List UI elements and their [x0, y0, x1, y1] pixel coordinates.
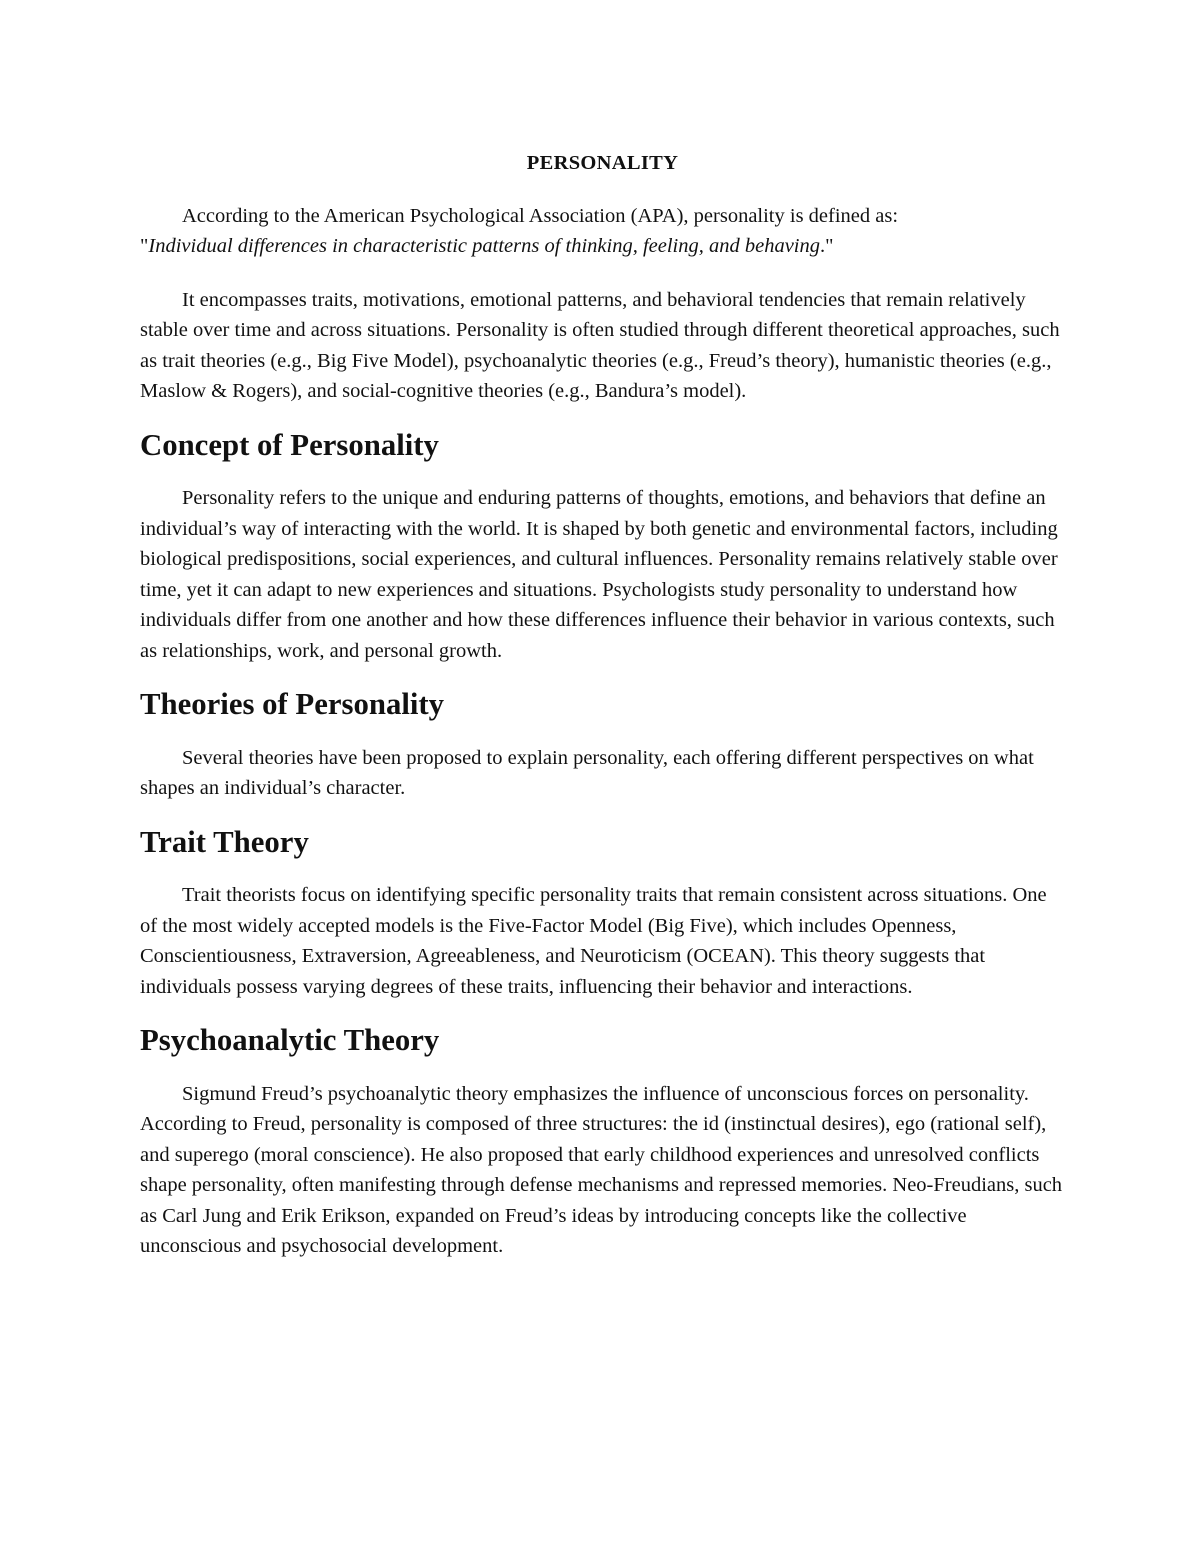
section-text-concept: Personality refers to the unique and enduring patterns of thoughts, emotions, and behaviors that define an individual’s way of interacting with the world. It is shaped by both genetic and environmental factors, including biological predispositions, social experiences, and cultural influences. Personality remains relatively stable over time, yet it can adapt to new experiences and situations. Psychologists study personality to understand how individuals differ from one another and how these differences influence their behavior in various contexts, such as relationships, work, and personal growth. — [140, 487, 1058, 662]
apa-definition-quote-line — [140, 231, 1065, 262]
section-text-psychoanalytic-theory: Sigmund Freud’s psychoanalytic theory emphasizes the influence of unconscious forces on personality. According to Freud, personality is composed of three structures: the id (instinctual desires), ego (rational self), and superego (moral conscience). He also proposed that early childhood experiences and unresolved conflicts shape personality, often manifesting through defense mechanisms and repressed memories. Neo-Freudians, such as Carl Jung and Erik Erikson, expanded on Freud’s ideas by introducing concepts like the collective unconscious and psychosocial development. — [140, 1082, 1063, 1257]
section-heading-concept: Concept of Personality — [140, 427, 439, 462]
quote-close-mark: ." — [820, 235, 834, 257]
section-text-theories: Several theories have been proposed to explain personality, each offering different perspectives on what shapes an individual’s character. — [140, 746, 1034, 799]
section-heading-psychoanalytic-theory: Psychoanalytic Theory — [140, 1023, 440, 1057]
section-text-trait-theory: Trait theorists focus on identifying specific personality traits that remain consistent across situations. One of the most widely accepted models is the Five-Factor Model (Big Five), which includes Openness, Conscientiousness, Extraversion, Agreeableness, and Neuroticism (OCEAN). This theory suggests that individuals possess varying degrees of these traits, influencing their behavior and interactions. — [140, 884, 1047, 998]
apa-definition-lead — [140, 201, 1065, 232]
intro-paragraph: It encompasses traits, motivations, emotional patterns, and behavioral tendencies that remain relatively stable over time and across situations. Personality is often studied through different theoretical approaches, such as trait theories (e.g., Big Five Model), psychoanalytic theories (e.g., Freud’s theory), humanistic theories (e.g., Maslow & Rogers), and social-cognitive theories (e.g., Bandura’s model). — [140, 288, 1060, 402]
apa-definition-lead-text: According to the American Psychological Association (APA), personality is defined as: — [182, 204, 899, 227]
section-heading-trait-theory: Trait Theory — [140, 824, 309, 859]
document-title: PERSONALITY — [526, 152, 679, 174]
quote-open-mark: " — [140, 235, 149, 257]
section-heading-theories: Theories of Personality — [140, 687, 445, 721]
document-body — [140, 148, 1065, 1285]
apa-definition-quote: Individual differences in characteristic patterns of thinking, feeling, and behaving — [148, 235, 821, 257]
